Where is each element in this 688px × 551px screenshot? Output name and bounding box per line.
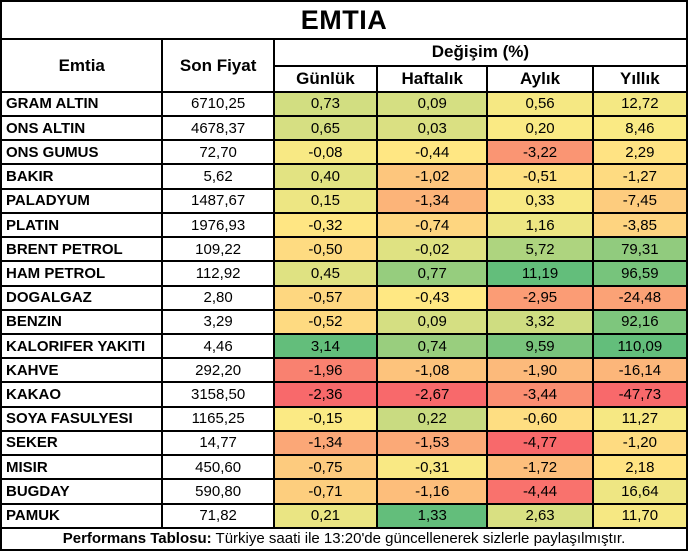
change-cell-gunluk: -1,96: [274, 358, 377, 382]
table-row: [1, 213, 687, 237]
change-cell-gunluk: 0,40: [274, 164, 377, 188]
change-cell-gunluk: 3,14: [274, 334, 377, 358]
change-cell-yillik: 2,29: [593, 140, 687, 164]
table-row: [1, 431, 687, 455]
commodity-name: BUGDAY: [1, 479, 162, 503]
change-cell-gunluk: -0,15: [274, 407, 377, 431]
table-row: [1, 92, 687, 116]
table-row: [1, 189, 687, 213]
change-cell-haftalik: 0,03: [377, 116, 487, 140]
last-price: 5,62: [162, 164, 273, 188]
commodity-name: SEKER: [1, 431, 162, 455]
last-price: 71,82: [162, 504, 273, 528]
change-cell-aylik: -4,44: [487, 479, 592, 503]
change-cell-gunluk: -1,34: [274, 431, 377, 455]
table-body: [1, 92, 687, 528]
commodity-name: ONS ALTIN: [1, 116, 162, 140]
table-row: [1, 334, 687, 358]
change-cell-gunluk: -2,36: [274, 382, 377, 406]
change-cell-aylik: -0,51: [487, 164, 592, 188]
change-cell-gunluk: -0,08: [274, 140, 377, 164]
table-row: [1, 140, 687, 164]
change-cell-aylik: -1,72: [487, 455, 592, 479]
commodity-name: MISIR: [1, 455, 162, 479]
last-price: 590,80: [162, 479, 273, 503]
change-cell-haftalik: 0,77: [377, 261, 487, 285]
last-price: 109,22: [162, 237, 273, 261]
change-cell-yillik: 2,18: [593, 455, 687, 479]
change-cell-aylik: -3,22: [487, 140, 592, 164]
commodity-name: PALADYUM: [1, 189, 162, 213]
change-cell-yillik: 79,31: [593, 237, 687, 261]
change-cell-haftalik: -1,53: [377, 431, 487, 455]
table-row: [1, 358, 687, 382]
last-price: 1487,67: [162, 189, 273, 213]
change-cell-haftalik: 0,74: [377, 334, 487, 358]
change-cell-aylik: -2,95: [487, 286, 592, 310]
change-cell-aylik: 2,63: [487, 504, 592, 528]
change-cell-gunluk: 0,45: [274, 261, 377, 285]
commodity-name: PLATIN: [1, 213, 162, 237]
change-cell-haftalik: -2,67: [377, 382, 487, 406]
change-cell-gunluk: -0,52: [274, 310, 377, 334]
change-cell-yillik: 12,72: [593, 92, 687, 116]
last-price: 2,80: [162, 286, 273, 310]
change-cell-gunluk: -0,75: [274, 455, 377, 479]
table-row: [1, 479, 687, 503]
footer-note-label: Performans Tablosu:: [62, 530, 212, 548]
change-cell-gunluk: -0,71: [274, 479, 377, 503]
last-price: 4,46: [162, 334, 273, 358]
change-cell-aylik: -4,77: [487, 431, 592, 455]
commodity-name: BENZIN: [1, 310, 162, 334]
table-title-row: [1, 1, 687, 39]
column-header-aylik: Aylık: [487, 66, 592, 92]
change-cell-gunluk: 0,73: [274, 92, 377, 116]
change-cell-haftalik: -1,34: [377, 189, 487, 213]
change-cell-aylik: 9,59: [487, 334, 592, 358]
change-cell-haftalik: -1,02: [377, 164, 487, 188]
column-header-haftalik: Haftalık: [377, 66, 487, 92]
change-cell-aylik: -3,44: [487, 382, 592, 406]
table-row: [1, 116, 687, 140]
change-cell-yillik: -24,48: [593, 286, 687, 310]
change-cell-gunluk: 0,15: [274, 189, 377, 213]
change-cell-yillik: -1,20: [593, 431, 687, 455]
column-header-yillik: Yıllık: [593, 66, 687, 92]
change-cell-haftalik: -1,08: [377, 358, 487, 382]
change-cell-aylik: 1,16: [487, 213, 592, 237]
commodity-name: GRAM ALTIN: [1, 92, 162, 116]
change-cell-yillik: -1,27: [593, 164, 687, 188]
last-price: 112,92: [162, 261, 273, 285]
table-row: [1, 164, 687, 188]
change-cell-gunluk: 0,21: [274, 504, 377, 528]
table-row: [1, 382, 687, 406]
column-group-header-degisim: Değişim (%): [274, 39, 687, 65]
last-price: 6710,25: [162, 92, 273, 116]
change-cell-yillik: 92,16: [593, 310, 687, 334]
table-row: [1, 407, 687, 431]
last-price: 450,60: [162, 455, 273, 479]
commodity-name: SOYA FASULYESI: [1, 407, 162, 431]
change-cell-yillik: 110,09: [593, 334, 687, 358]
last-price: 3,29: [162, 310, 273, 334]
change-cell-aylik: 0,20: [487, 116, 592, 140]
change-cell-gunluk: -0,57: [274, 286, 377, 310]
change-cell-haftalik: 0,09: [377, 310, 487, 334]
table-row: [1, 504, 687, 528]
commodity-name: BRENT PETROL: [1, 237, 162, 261]
change-cell-yillik: 11,70: [593, 504, 687, 528]
commodity-name: KAHVE: [1, 358, 162, 382]
change-cell-haftalik: -0,44: [377, 140, 487, 164]
commodity-name: BAKIR: [1, 164, 162, 188]
change-cell-haftalik: 0,22: [377, 407, 487, 431]
change-cell-yillik: -47,73: [593, 382, 687, 406]
table-row: [1, 237, 687, 261]
commodity-name: ONS GUMUS: [1, 140, 162, 164]
commodity-name: PAMUK: [1, 504, 162, 528]
footer-note: [1, 528, 687, 550]
change-cell-aylik: 0,56: [487, 92, 592, 116]
change-cell-gunluk: 0,65: [274, 116, 377, 140]
column-header-gunluk: Günlük: [274, 66, 377, 92]
change-cell-haftalik: -0,31: [377, 455, 487, 479]
change-cell-aylik: -1,90: [487, 358, 592, 382]
change-cell-aylik: 5,72: [487, 237, 592, 261]
footer-note-text: Türkiye saati ile 13:20'de güncellenerek sizlerle paylaşılmıştır.: [211, 530, 626, 548]
change-cell-yillik: 11,27: [593, 407, 687, 431]
change-cell-haftalik: -0,02: [377, 237, 487, 261]
change-cell-yillik: -7,45: [593, 189, 687, 213]
commodity-name: HAM PETROL: [1, 261, 162, 285]
table-row: [1, 286, 687, 310]
last-price: 72,70: [162, 140, 273, 164]
commodity-name: DOGALGAZ: [1, 286, 162, 310]
footer-row: [1, 528, 687, 550]
last-price: 292,20: [162, 358, 273, 382]
change-cell-yillik: -3,85: [593, 213, 687, 237]
change-cell-haftalik: -0,43: [377, 286, 487, 310]
change-cell-yillik: 96,59: [593, 261, 687, 285]
table-row: [1, 261, 687, 285]
change-cell-yillik: 16,64: [593, 479, 687, 503]
change-cell-haftalik: -0,74: [377, 213, 487, 237]
change-cell-haftalik: 0,09: [377, 92, 487, 116]
table-row: [1, 310, 687, 334]
change-cell-haftalik: 1,33: [377, 504, 487, 528]
change-cell-gunluk: -0,50: [274, 237, 377, 261]
last-price: 14,77: [162, 431, 273, 455]
change-cell-gunluk: -0,32: [274, 213, 377, 237]
change-cell-aylik: -0,60: [487, 407, 592, 431]
column-header-emtia: Emtia: [1, 39, 162, 91]
header-row-group: [1, 39, 687, 65]
change-cell-aylik: 3,32: [487, 310, 592, 334]
commodity-name: KALORIFER YAKITI: [1, 334, 162, 358]
column-header-son-fiyat: Son Fiyat: [162, 39, 273, 91]
last-price: 1165,25: [162, 407, 273, 431]
change-cell-yillik: 8,46: [593, 116, 687, 140]
page-title: EMTIA: [1, 1, 687, 39]
last-price: 4678,37: [162, 116, 273, 140]
last-price: 1976,93: [162, 213, 273, 237]
change-cell-aylik: 11,19: [487, 261, 592, 285]
change-cell-haftalik: -1,16: [377, 479, 487, 503]
table-row: [1, 455, 687, 479]
commodity-name: KAKAO: [1, 382, 162, 406]
change-cell-aylik: 0,33: [487, 189, 592, 213]
change-cell-yillik: -16,14: [593, 358, 687, 382]
last-price: 3158,50: [162, 382, 273, 406]
